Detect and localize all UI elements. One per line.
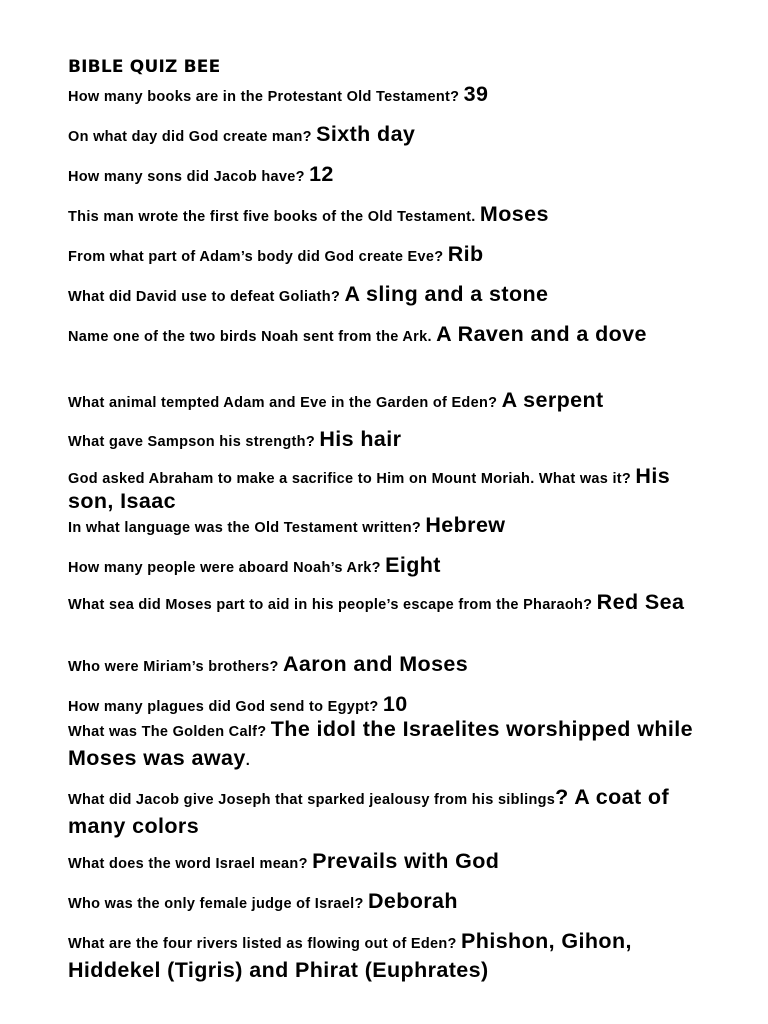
answer-text: Prevails with God xyxy=(312,849,500,873)
answer-text: His hair xyxy=(319,427,402,451)
question-text: This man wrote the first five books of the Old Testament. xyxy=(68,209,480,225)
answer-text: A sling and a stone xyxy=(344,282,549,306)
answer-text: Hebrew xyxy=(425,513,506,537)
answer-text: A serpent xyxy=(501,388,604,412)
quiz-item xyxy=(68,651,708,680)
answer-punctuation: . xyxy=(245,753,251,769)
quiz-item xyxy=(68,784,708,842)
question-text: What are the four rivers listed as flowing out of Eden? xyxy=(68,936,462,952)
document-title: BIBLE QUIZ BEE xyxy=(68,57,221,77)
question-text: Who was the only female judge of Israel? xyxy=(68,896,368,912)
quiz-item xyxy=(68,716,708,774)
answer-text: Moses xyxy=(479,202,549,226)
question-text: In what language was the Old Testament written? xyxy=(68,520,426,536)
answer-text: Deborah xyxy=(367,889,458,913)
answer-text: 12 xyxy=(309,162,334,186)
question-text: What does the word Israel mean? xyxy=(68,856,313,872)
quiz-item xyxy=(68,81,708,110)
answer-text: The idol the Israelites worshipped while Moses was away xyxy=(68,717,693,770)
answer-text: His son, Isaac xyxy=(68,464,671,513)
question-text: What did Jacob give Joseph that sparked jealousy from his siblings xyxy=(68,792,556,808)
question-text: What did David use to defeat Goliath? xyxy=(68,289,345,305)
question-text: What was The Golden Calf? xyxy=(68,724,271,740)
question-text: God asked Abraham to make a sacrifice to Him on Mount Moriah. What was it? xyxy=(68,471,636,487)
quiz-item xyxy=(68,465,708,515)
quiz-item xyxy=(68,121,708,150)
quiz-item xyxy=(68,848,708,877)
quiz-item xyxy=(68,281,708,310)
answer-text: 10 xyxy=(382,692,408,716)
quiz-item xyxy=(68,552,708,581)
answer-text: 39 xyxy=(463,82,489,106)
quiz-item xyxy=(68,512,708,541)
quiz-item xyxy=(68,590,708,617)
answer-text: Red Sea xyxy=(596,590,685,614)
answer-text: A Raven and a dove xyxy=(436,322,647,346)
question-text: Who were Miriam’s brothers? xyxy=(68,659,283,675)
question-text: From what part of Adam’s body did God create Eve? xyxy=(68,249,448,265)
quiz-item xyxy=(68,426,708,455)
quiz-item xyxy=(68,888,708,917)
answer-text: ? A coat of many colors xyxy=(68,785,670,838)
quiz-item xyxy=(68,928,708,986)
question-text: On what day did God create man? xyxy=(68,129,317,145)
quiz-item xyxy=(68,241,708,270)
quiz-item xyxy=(68,161,708,190)
question-text: Name one of the two birds Noah sent from the Ark. xyxy=(68,329,437,345)
question-text: What animal tempted Adam and Eve in the Garden of Eden? xyxy=(68,395,502,411)
answer-text: Aaron and Moses xyxy=(282,652,469,676)
question-text: How many people were aboard Noah’s Ark? xyxy=(68,560,386,576)
question-text: What gave Sampson his strength? xyxy=(68,434,320,450)
answer-text: Phishon, Gihon, Hiddekel (Tigris) and Phirat (Euphrates) xyxy=(68,929,632,982)
question-text: How many sons did Jacob have? xyxy=(68,169,310,185)
question-text: What sea did Moses part to aid in his people’s escape from the Pharaoh? xyxy=(68,597,597,613)
quiz-item xyxy=(68,387,708,416)
answer-text: Eight xyxy=(385,553,441,577)
answer-text: Sixth day xyxy=(316,122,416,146)
quiz-item xyxy=(68,201,708,230)
question-text: How many books are in the Protestant Old Testament? xyxy=(68,89,464,105)
question-text: How many plagues did God send to Egypt? xyxy=(68,699,383,715)
quiz-item xyxy=(68,321,708,350)
answer-text: Rib xyxy=(447,242,484,266)
